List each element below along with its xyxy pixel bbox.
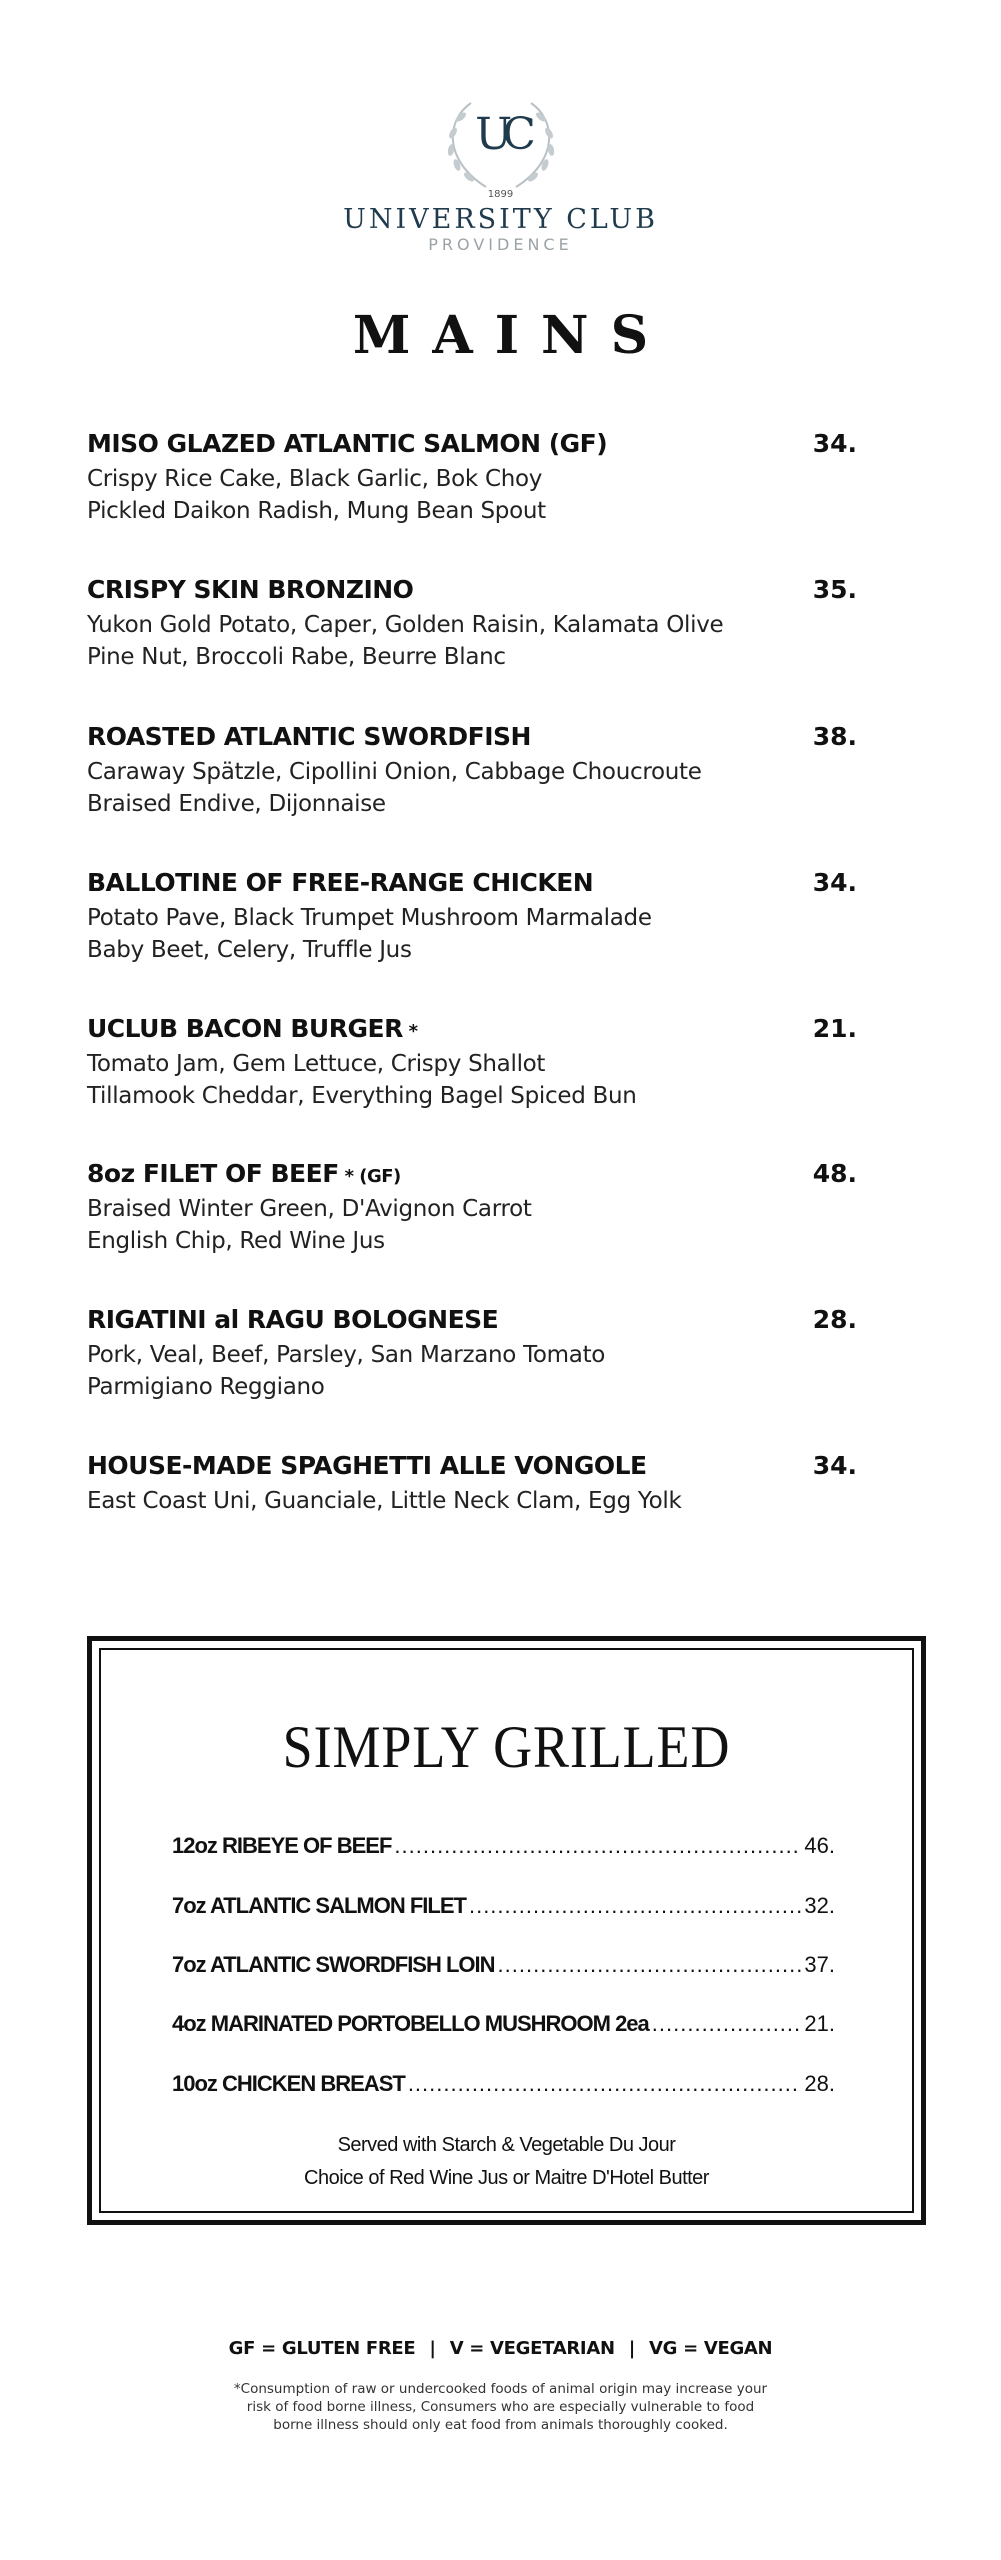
item-desc-line: English Chip, Red Wine Jus xyxy=(87,1228,385,1254)
item-name: BALLOTINE OF FREE-RANGE CHICKEN xyxy=(87,868,594,897)
logo-name: UNIVERSITY CLUB xyxy=(343,204,658,235)
grilled-item-price: 21. xyxy=(804,2011,835,2036)
club-logo xyxy=(0,95,1001,254)
menu-item xyxy=(87,428,857,527)
item-desc-line: Braised Endive, Dijonnaise xyxy=(87,791,386,817)
dot-leader xyxy=(469,1893,801,1919)
health-disclaimer xyxy=(0,2380,1001,2434)
grilled-item-name: 7oz ATLANTIC SALMON FILET xyxy=(172,1893,466,1918)
menu-item xyxy=(87,1450,857,1517)
served-with-note: Served with Starch & Vegetable Du Jour xyxy=(337,2134,676,2156)
grilled-item-price: 37. xyxy=(804,1952,835,1977)
item-name: RIGATINI al RAGU BOLOGNESE xyxy=(87,1305,499,1334)
simply-grilled-box xyxy=(87,1636,926,2225)
item-desc-line: Parmigiano Reggiano xyxy=(87,1374,325,1400)
dot-leader xyxy=(652,2011,802,2037)
item-desc-line: Tillamook Cheddar, Everything Bagel Spiced Bun xyxy=(87,1083,637,1109)
grilled-item xyxy=(172,2071,835,2097)
logo-location: PROVIDENCE xyxy=(428,235,573,254)
sauce-choice-note: Choice of Red Wine Jus or Maitre D'Hotel Butter xyxy=(304,2167,709,2189)
item-price: 34. xyxy=(812,429,857,458)
item-price: 28. xyxy=(812,1305,857,1334)
grilled-item-name: 10oz CHICKEN BREAST xyxy=(172,2071,405,2096)
dietary-legend xyxy=(0,2338,1001,2359)
item-desc-line: Pickled Daikon Radish, Mung Bean Spout xyxy=(87,498,546,524)
legend-separator: | xyxy=(429,2338,436,2359)
logo-monogram: UC xyxy=(475,109,526,160)
item-name: MISO GLAZED ATLANTIC SALMON (GF) xyxy=(87,429,608,458)
disclaimer-line: risk of food borne illness, Consumers who are especially vulnerable to food xyxy=(246,2399,755,2415)
menu-item xyxy=(87,867,857,966)
grilled-item-name: 4oz MARINATED PORTOBELLO MUSHROOM 2ea xyxy=(172,2011,649,2036)
legend-separator: | xyxy=(628,2338,635,2359)
grilled-item-price: 46. xyxy=(804,1833,835,1858)
grilled-item-price: 28. xyxy=(804,2071,835,2096)
grilled-item xyxy=(172,2011,835,2037)
grilled-item-price: 32. xyxy=(804,1893,835,1918)
item-price: 34. xyxy=(812,868,857,897)
item-price: 34. xyxy=(812,1451,857,1480)
laurel-wreath-icon xyxy=(431,95,571,195)
item-desc-line: Braised Winter Green, D'Avignon Carrot xyxy=(87,1196,532,1222)
item-name: UCLUB BACON BURGER xyxy=(87,1014,403,1043)
item-price: 35. xyxy=(812,575,857,604)
menu-item xyxy=(87,1158,857,1257)
section-title: MAINS xyxy=(352,305,671,366)
disclaimer-line: borne illness should only eat food from animals thoroughly cooked. xyxy=(273,2417,728,2433)
item-price: 48. xyxy=(812,1159,857,1188)
item-desc-line: Tomato Jam, Gem Lettuce, Crispy Shallot xyxy=(87,1051,546,1077)
item-desc-line: Caraway Spätzle, Cipollini Onion, Cabbage Choucroute xyxy=(87,759,702,785)
menu-item xyxy=(87,1304,857,1403)
item-desc-line: Crispy Rice Cake, Black Garlic, Bok Choy xyxy=(87,466,543,492)
grilled-item xyxy=(172,1893,835,1919)
item-suffix: * (GF) xyxy=(338,1166,401,1187)
grilled-item xyxy=(172,1952,835,1978)
simply-grilled-title: SIMPLY GRILLED xyxy=(282,1714,731,1780)
logo-year: 1899 xyxy=(487,189,514,200)
legend-vg: VG = VEGAN xyxy=(649,2338,773,2359)
item-desc-line: Baby Beet, Celery, Truffle Jus xyxy=(87,937,412,963)
item-name: HOUSE-MADE SPAGHETTI ALLE VONGOLE xyxy=(87,1451,647,1480)
item-name: CRISPY SKIN BRONZINO xyxy=(87,575,414,604)
grilled-item-name: 12oz RIBEYE OF BEEF xyxy=(172,1833,392,1858)
item-desc-line: East Coast Uni, Guanciale, Little Neck Clam, Egg Yolk xyxy=(87,1488,682,1514)
item-desc-line: Potato Pave, Black Trumpet Mushroom Marmalade xyxy=(87,905,652,931)
item-desc-line: Yukon Gold Potato, Caper, Golden Raisin, Kalamata Olive xyxy=(87,612,724,638)
grilled-item xyxy=(172,1833,835,1859)
item-name: 8oz FILET OF BEEF xyxy=(87,1159,339,1188)
item-name: ROASTED ATLANTIC SWORDFISH xyxy=(87,722,531,751)
dot-leader xyxy=(408,2071,802,2097)
dot-leader xyxy=(498,1952,802,1978)
menu-item xyxy=(87,1013,857,1112)
item-suffix: * xyxy=(402,1021,418,1042)
legend-v: V = VEGETARIAN xyxy=(449,2338,615,2359)
item-price: 38. xyxy=(812,722,857,751)
menu-item xyxy=(87,574,857,673)
disclaimer-line: *Consumption of raw or undercooked foods of animal origin may increase your xyxy=(233,2381,768,2397)
menu-item xyxy=(87,721,857,820)
item-price: 21. xyxy=(812,1014,857,1043)
item-desc-line: Pine Nut, Broccoli Rabe, Beurre Blanc xyxy=(87,644,506,670)
item-desc-line: Pork, Veal, Beef, Parsley, San Marzano Tomato xyxy=(87,1342,606,1368)
grilled-item-name: 7oz ATLANTIC SWORDFISH LOIN xyxy=(172,1952,495,1977)
dot-leader xyxy=(394,1833,801,1859)
legend-gf: GF = GLUTEN FREE xyxy=(228,2338,416,2359)
